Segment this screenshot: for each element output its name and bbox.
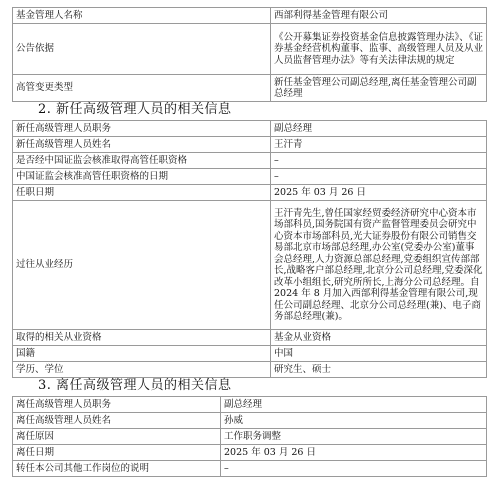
row-label: 任职日期 <box>13 185 271 201</box>
table-row <box>13 362 487 378</box>
row-label: 高管变更类型 <box>13 75 271 102</box>
row-value: – <box>221 461 487 477</box>
table-row <box>13 346 487 362</box>
row-label: 国籍 <box>13 346 271 362</box>
row-label: 是否经中国证监会核准取得高管任职资格 <box>13 153 271 169</box>
row-label: 中国证监会核准高管任职资格的日期 <box>13 169 271 185</box>
table-row <box>13 185 487 201</box>
row-value: 王汗青 <box>271 137 487 153</box>
row-label: 取得的相关从业资格 <box>13 330 271 346</box>
row-value: 研究生、硕士 <box>271 362 487 378</box>
row-value: 中国 <box>271 346 487 362</box>
table-row <box>13 397 487 413</box>
table-row <box>13 330 487 346</box>
table-row <box>13 75 487 102</box>
section-title-new-executive: 2. 新任高级管理人员的相关信息 <box>38 102 232 117</box>
row-value: 《公开募集证券投资基金信息披露管理办法》、《证券基金经营机构董事、监事、高级管理人员及从业人员监督管理办法》等有关法律法规的规定 <box>271 24 487 75</box>
row-label: 离任日期 <box>13 445 221 461</box>
row-label: 离任高级管理人员姓名 <box>13 413 221 429</box>
section-title-departing-executive: 3. 离任高级管理人员的相关信息 <box>38 378 232 393</box>
table-row <box>13 121 487 137</box>
table-row <box>13 445 487 461</box>
row-value: 副总经理 <box>271 121 487 137</box>
row-label: 基金管理人名称 <box>13 8 271 24</box>
row-label: 离任高级管理人员职务 <box>13 397 221 413</box>
departing-executive-table <box>12 396 487 477</box>
table-row <box>13 137 487 153</box>
row-value: 基金从业资格 <box>271 330 487 346</box>
row-label: 离任原因 <box>13 429 221 445</box>
row-value: 王汗青先生,曾任国家经贸委经济研究中心资本市场部科员,国务院国有资产监督管理委员会研究中心资本市场部科员,光大证券股份有限公司销售交易部北京市场部总经理,办公室(党委办公室)董事会总经理,人力资源总部总经理,党委组织宣传部部长,战略客户部总经理,北京分公司总经理,党委深化改革小组组长,研究所所长,上海分公司总经理。自 2024 年 8 月加入西部利得基金管理有限公司,现任公司副总经理、北京分公司总经理(兼)、电子商务部总经理(兼)。 <box>271 201 487 330</box>
row-value: 西部利得基金管理有限公司 <box>271 8 487 24</box>
table-row <box>13 24 487 75</box>
table-row <box>13 8 487 24</box>
row-value: 副总经理 <box>221 397 487 413</box>
row-value: – <box>271 153 487 169</box>
table-row <box>13 429 487 445</box>
row-label: 转任本公司其他工作岗位的说明 <box>13 461 221 477</box>
row-label: 过往从业经历 <box>13 201 271 330</box>
basic-info-table <box>12 7 487 102</box>
row-value: 工作职务调整 <box>221 429 487 445</box>
row-label: 新任高级管理人员姓名 <box>13 137 271 153</box>
row-label: 公告依据 <box>13 24 271 75</box>
table-row <box>13 169 487 185</box>
table-row <box>13 201 487 330</box>
row-label: 学历、学位 <box>13 362 271 378</box>
table-row <box>13 413 487 429</box>
row-value: 孙威 <box>221 413 487 429</box>
row-label: 新任高级管理人员职务 <box>13 121 271 137</box>
row-value: 2025 年 03 月 26 日 <box>271 185 487 201</box>
table-row <box>13 153 487 169</box>
row-value: – <box>271 169 487 185</box>
table-row <box>13 461 487 477</box>
row-value: 新任基金管理公司副总经理,离任基金管理公司副总经理 <box>271 75 487 102</box>
row-value: 2025 年 03 月 26 日 <box>221 445 487 461</box>
new-executive-table <box>12 120 487 378</box>
